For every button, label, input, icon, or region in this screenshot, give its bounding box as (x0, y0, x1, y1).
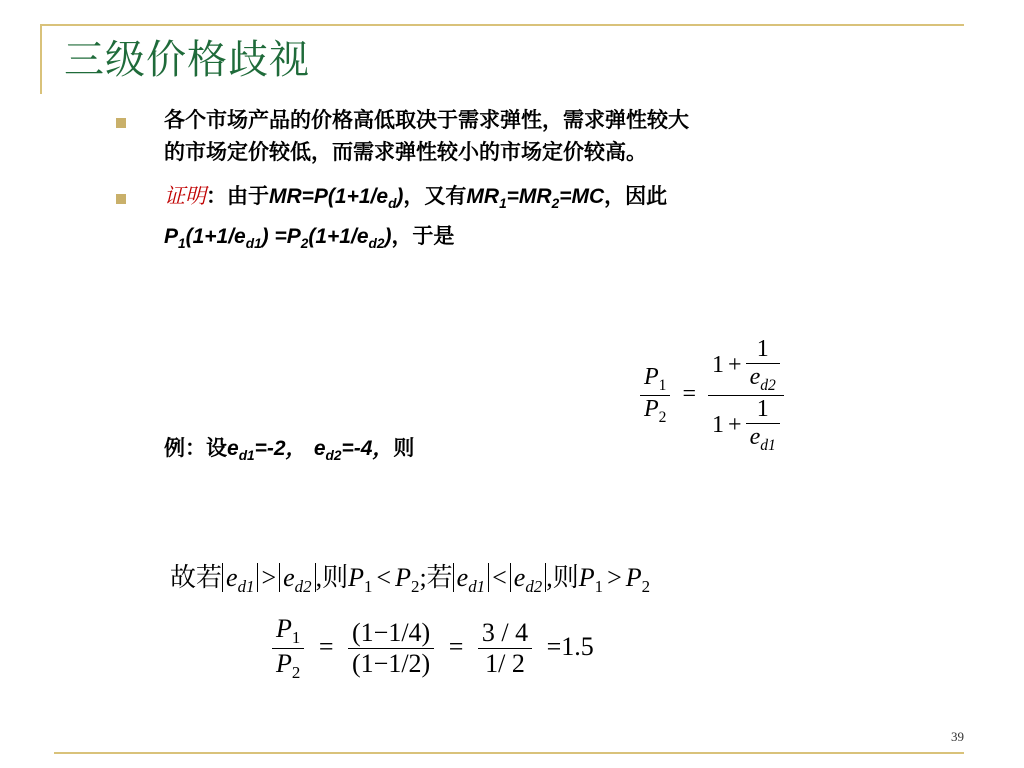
ed1-symbol: e (749, 423, 761, 450)
abs-ed1-a-sub: d1 (237, 577, 255, 597)
p2-b: P (625, 563, 642, 592)
lt-sign-b: < (492, 563, 507, 592)
res-mid-num: (1−1/4) (352, 618, 431, 648)
text-youyu: 由于 (227, 184, 269, 208)
res-simple-den: 1/ 2 (485, 649, 525, 679)
abs-ed2-a-sub: d2 (294, 577, 312, 597)
abs-ed2-b: e (513, 563, 526, 592)
bottom-one: 1 (712, 411, 725, 438)
proof-colon: ： (206, 184, 227, 208)
eq-mr2-sub: 2 (551, 196, 560, 212)
eq-p2-sub: 2 (300, 236, 309, 252)
left-border-line (40, 24, 42, 94)
bullet-2-line-2 (164, 220, 667, 260)
p1-b: P (578, 563, 595, 592)
top-plus: + (728, 351, 742, 378)
eq-ed2-sub: d2 (368, 236, 385, 252)
p2-symbol: P (644, 395, 659, 422)
eq-mr-sub: d (388, 196, 397, 212)
eq-p2: ) =P (261, 225, 301, 249)
ed2-symbol: e (749, 364, 761, 390)
gt-sign-a: > (261, 563, 277, 592)
bottom-border-line (54, 752, 964, 754)
abs-ed1-b-sub: d1 (468, 577, 486, 597)
text-ruo: ;若 (419, 563, 453, 592)
example-sub1: d1 (238, 448, 255, 464)
p1-a: P (348, 563, 364, 592)
example-e1: e (227, 437, 239, 460)
bottom-plus: + (728, 411, 742, 438)
condition-formula (170, 557, 650, 597)
abs-ed1-b: e (456, 563, 469, 592)
eq-ed1-sub: d1 (245, 236, 262, 252)
eq-mr-b: ) (396, 185, 404, 208)
res-p1: P (276, 614, 292, 643)
result-simple-fraction (478, 618, 532, 679)
res-eq-1: = (318, 631, 334, 661)
text-youyou: ，又有 (403, 184, 467, 208)
res-eq-2: = (448, 631, 464, 661)
text-guruo: 故若 (170, 563, 223, 592)
eq-mr1: MR (466, 185, 500, 208)
equals-sign: = (682, 380, 697, 407)
slide-title: 三级价格歧视 (64, 37, 310, 83)
top-border-line (40, 24, 964, 26)
eq-p1-b: (1+1/e (185, 225, 246, 249)
example-e2: e (313, 437, 326, 460)
bullet-1-text (164, 104, 689, 168)
res-p1-sub: 1 (291, 628, 301, 648)
result-mid-fraction (348, 618, 434, 679)
text-yushi: ，于是 (391, 224, 455, 249)
example-prefix: 例：设 (164, 436, 227, 460)
eq-mr2: =MR (506, 185, 552, 208)
p1-subscript: 1 (658, 376, 667, 394)
ed2-subscript: d2 (760, 376, 776, 394)
example-val2: =-4， (341, 437, 394, 460)
eq-mr1-sub: 1 (499, 196, 507, 212)
p2-a: P (395, 563, 411, 592)
p2-b-sub: 2 (641, 577, 651, 597)
abs-ed2-b-sub: d2 (525, 577, 543, 597)
res-mid-den: (1−1/2) (352, 649, 431, 679)
p2-a-sub: 2 (410, 577, 420, 597)
text-yinci: ，因此 (604, 184, 668, 208)
ed1-subscript: d1 (760, 436, 776, 454)
p2-subscript: 2 (658, 408, 667, 426)
res-simple-num: 3 / 4 (481, 618, 529, 648)
abs-ed1-a: e (226, 563, 238, 592)
page-number: 39 (951, 729, 964, 744)
bottom-inner-one: 1 (756, 395, 769, 422)
text-ze-a: ,则 (315, 563, 349, 592)
bullet-2-text (164, 180, 667, 260)
proof-label: 证明 (164, 185, 206, 208)
eq-p2-b: (1+1/e (308, 225, 369, 249)
bullet-marker-2 (116, 194, 126, 204)
example-val1: =-2， (254, 437, 307, 460)
bullet-2-line-1 (164, 180, 667, 220)
top-inner-fraction (746, 336, 780, 395)
top-one: 1 (712, 351, 725, 378)
lt-sign-a: < (376, 563, 392, 592)
example-sub2: d2 (325, 448, 342, 464)
p1-a-sub: 1 (363, 577, 373, 597)
result-formula (272, 614, 594, 683)
eq-mr-a: MR=P(1+1/e (269, 185, 389, 208)
rhs-fraction (708, 336, 784, 455)
text-ze-b: ,则 (546, 563, 579, 592)
bottom-inner-fraction (746, 396, 780, 455)
lhs-fraction (640, 364, 670, 427)
p1-b-sub: 1 (594, 577, 604, 597)
example-suffix: 则 (393, 436, 415, 460)
bullet-marker-1 (116, 118, 126, 128)
res-value: =1.5 (546, 631, 594, 661)
price-ratio-formula (640, 336, 784, 455)
eq-p1: P (164, 225, 179, 249)
eq-p1-sub: 1 (178, 236, 186, 252)
eq-close: ) (384, 225, 392, 249)
eq-mc: =MC (559, 185, 605, 208)
res-p2: P (276, 649, 292, 679)
top-inner-one: 1 (756, 336, 769, 362)
example-text (164, 432, 414, 463)
abs-ed2-a: e (283, 563, 295, 592)
p1-symbol: P (644, 364, 659, 390)
res-p2-sub: 2 (291, 663, 301, 683)
gt-sign-b: > (607, 563, 622, 592)
bullet-1-line-2: 的市场定价较低，而需求弹性较小的市场定价较高。 (164, 140, 647, 164)
bullet-1-line-1: 各个市场产品的价格高低取决于需求弹性，需求弹性较大 (164, 108, 689, 132)
result-lhs-fraction (272, 614, 304, 683)
